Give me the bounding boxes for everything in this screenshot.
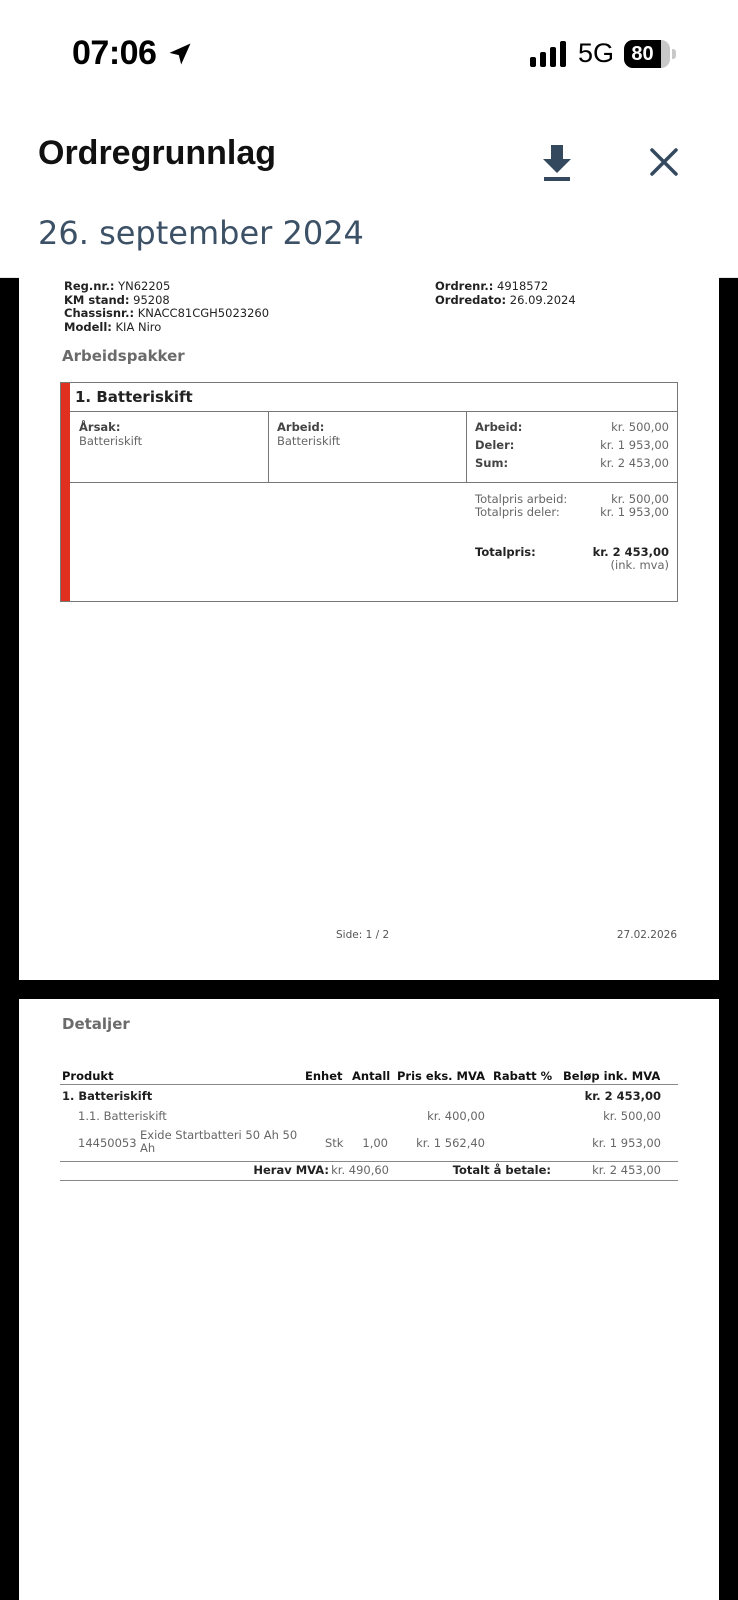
line-qty: 1,00 xyxy=(362,1136,388,1150)
column-header: Rabatt % xyxy=(493,1069,553,1083)
total-parts-value: kr. 1 953,00 xyxy=(600,505,669,519)
divider xyxy=(70,411,677,412)
km-label: KM stand: xyxy=(64,292,130,307)
km-value: 95208 xyxy=(133,292,170,307)
total-label: Totalpris: xyxy=(475,545,536,559)
footer-date: 27.02.2026 xyxy=(616,929,677,941)
table-rule xyxy=(60,1161,678,1162)
group-name: 1. Batteriskift xyxy=(62,1089,153,1103)
column-header: Enhet xyxy=(305,1069,343,1083)
line-name: 1.1. Batteriskift xyxy=(78,1109,167,1123)
line-amount: kr. 500,00 xyxy=(603,1109,661,1123)
line-unit: Stk xyxy=(325,1136,344,1150)
total-parts-label: Totalpris deler: xyxy=(475,505,560,519)
download-icon[interactable] xyxy=(536,142,578,184)
line-name-part: Ah xyxy=(140,1141,156,1155)
work-label: Arbeid: xyxy=(277,420,325,434)
line-name-part: Exide Startbatteri 50 Ah 50 xyxy=(140,1128,298,1142)
group-amount: kr. 2 453,00 xyxy=(584,1089,661,1103)
section-title-work-packages: Arbeidspakker xyxy=(62,347,185,365)
column-header: Pris eks. MVA xyxy=(397,1069,486,1083)
table-rule xyxy=(60,1180,678,1181)
model-label: Modell: xyxy=(64,319,112,334)
sum-row-value: kr. 1 953,00 xyxy=(600,438,669,452)
column-header: Antall xyxy=(352,1069,391,1083)
document-page-1 xyxy=(19,277,719,980)
package-accent-bar xyxy=(61,383,70,601)
order-label: Ordrenr.: xyxy=(435,279,494,293)
status-time: 07:06 xyxy=(72,34,157,72)
document-page-2 xyxy=(19,999,719,1600)
sum-row-value: kr. 2 453,00 xyxy=(600,456,669,470)
work-value: Batteriskift xyxy=(277,434,341,448)
table-rule xyxy=(60,1084,678,1085)
section-title-details: Detaljer xyxy=(62,1015,130,1033)
battery-percent: 80 xyxy=(631,43,654,65)
battery-icon xyxy=(624,40,670,68)
vat-label: Herav MVA: xyxy=(253,1163,329,1177)
vehicle-info xyxy=(64,280,269,334)
close-icon[interactable] xyxy=(646,144,682,180)
model-value: KIA Niro xyxy=(115,319,162,334)
line-name xyxy=(140,1129,297,1155)
work-package xyxy=(60,382,678,602)
column-header: Beløp ink. MVA xyxy=(563,1069,661,1083)
total-work-value: kr. 500,00 xyxy=(611,492,669,506)
line-price: kr. 1 562,40 xyxy=(416,1136,485,1150)
total-value: kr. 2 453,00 xyxy=(592,1163,661,1177)
sum-row-label: Sum: xyxy=(475,456,509,470)
reg-value: YN62205 xyxy=(118,279,171,293)
cause-label: Årsak: xyxy=(79,420,121,434)
line-price: kr. 400,00 xyxy=(427,1109,485,1123)
order-value: 4918572 xyxy=(497,279,549,293)
cause-value: Batteriskift xyxy=(79,434,143,448)
page-title: Ordregrunnlag xyxy=(38,134,277,172)
divider xyxy=(268,411,269,482)
network-type: 5G xyxy=(578,38,615,68)
line-amount: kr. 1 953,00 xyxy=(592,1136,661,1150)
vat-note: (ink. mva) xyxy=(610,558,669,572)
chassis-label: Chassisnr.: xyxy=(64,306,135,320)
reg-label: Reg.nr.: xyxy=(64,279,115,293)
total-label: Totalt å betale: xyxy=(452,1163,551,1177)
total-value: kr. 2 453,00 xyxy=(592,545,669,559)
chassis-value: KNACC81CGH5023260 xyxy=(137,306,270,320)
orderdate-value: 26.09.2024 xyxy=(509,292,576,307)
cellular-signal-icon xyxy=(530,41,566,67)
total-work-label: Totalpris arbeid: xyxy=(475,492,568,506)
page-number: Side: 1 / 2 xyxy=(336,929,390,941)
battery-cap xyxy=(672,49,676,59)
sum-row-label: Deler: xyxy=(475,438,515,452)
line-code: 14450053 xyxy=(78,1136,137,1150)
package-title: 1. Batteriskift xyxy=(75,388,193,406)
orderdate-label: Ordredato: xyxy=(435,292,507,307)
app-header xyxy=(0,0,738,278)
order-info xyxy=(435,280,576,307)
vat-value: kr. 490,60 xyxy=(331,1163,389,1177)
sum-row-label: Arbeid: xyxy=(475,420,523,434)
divider xyxy=(70,482,677,483)
order-date-heading: 26. september 2024 xyxy=(38,214,364,252)
location-arrow-icon xyxy=(166,40,194,68)
divider xyxy=(466,411,467,482)
sum-row-value: kr. 500,00 xyxy=(611,420,669,434)
column-header: Produkt xyxy=(62,1069,114,1083)
